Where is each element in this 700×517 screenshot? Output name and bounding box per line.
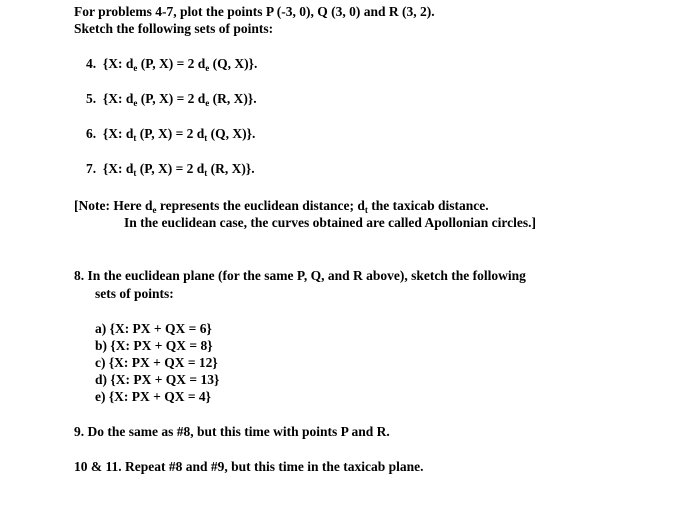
problem-text-end: (Q, X)}.: [207, 126, 256, 141]
note-text-a: [Note: Here d: [74, 198, 153, 213]
problem-text-mid: (P, X) = 2 d: [136, 161, 205, 176]
problem-8-item-d: d) {X: PX + QX = 13}: [95, 372, 220, 387]
problem-text-end: (R, X)}.: [209, 91, 257, 106]
problem-4: [86, 56, 257, 72]
problem-number: 5.: [86, 91, 97, 106]
problem-text-end: (Q, X)}.: [209, 56, 258, 71]
problem-10-11: 10 & 11. Repeat #8 and #9, but this time in the taxicab plane.: [74, 459, 424, 474]
subscript: e: [133, 63, 138, 73]
subscript: t: [133, 168, 137, 178]
problem-text-start: {X: d: [102, 91, 134, 106]
intro-line-2: Sketch the following sets of points:: [74, 21, 274, 36]
problem-number: 6.: [86, 126, 97, 141]
problem-8-item-b: b) {X: PX + QX = 8}: [95, 338, 213, 353]
problem-text-end: (R, X)}.: [207, 161, 255, 176]
subscript: t: [204, 168, 208, 178]
problem-8-item-c: c) {X: PX + QX = 12}: [95, 355, 218, 370]
problem-text-start: {X: d: [102, 126, 134, 141]
problem-8-line-2: sets of points:: [95, 286, 174, 301]
subscript: e: [205, 63, 210, 73]
problem-8-item-e: e) {X: PX + QX = 4}: [95, 389, 212, 404]
problem-9: 9. Do the same as #8, but this time with points P and R.: [74, 424, 390, 439]
problem-5: [86, 91, 257, 107]
problem-7: [86, 161, 255, 177]
note-line-2: In the euclidean case, the curves obtained are called Apollonian circles.]: [124, 215, 536, 230]
subscript: e: [152, 205, 157, 215]
problem-text-mid: (P, X) = 2 d: [137, 91, 206, 106]
problem-text-start: {X: d: [102, 161, 134, 176]
problem-text-mid: (P, X) = 2 d: [136, 126, 205, 141]
subscript: e: [205, 98, 210, 108]
problem-number: 4.: [86, 56, 97, 71]
subscript: e: [133, 98, 138, 108]
problem-6: [86, 126, 255, 142]
subscript: t: [364, 205, 368, 215]
note-text-c: the taxicab distance.: [367, 198, 489, 213]
intro-line-1: For problems 4-7, plot the points P (-3, 0), Q (3, 0) and R (3, 2).: [74, 4, 435, 19]
problem-text-mid: (P, X) = 2 d: [137, 56, 206, 71]
problem-number: 7.: [86, 161, 97, 176]
subscript: t: [133, 133, 137, 143]
note-line-1: [74, 198, 489, 214]
problem-text-start: {X: d: [102, 56, 134, 71]
problem-8-item-a: a) {X: PX + QX = 6}: [95, 321, 212, 336]
note-text-b: represents the euclidean distance; d: [156, 198, 365, 213]
subscript: t: [204, 133, 208, 143]
problem-8-line-1: 8. In the euclidean plane (for the same P, Q, and R above), sketch the following: [74, 268, 526, 283]
